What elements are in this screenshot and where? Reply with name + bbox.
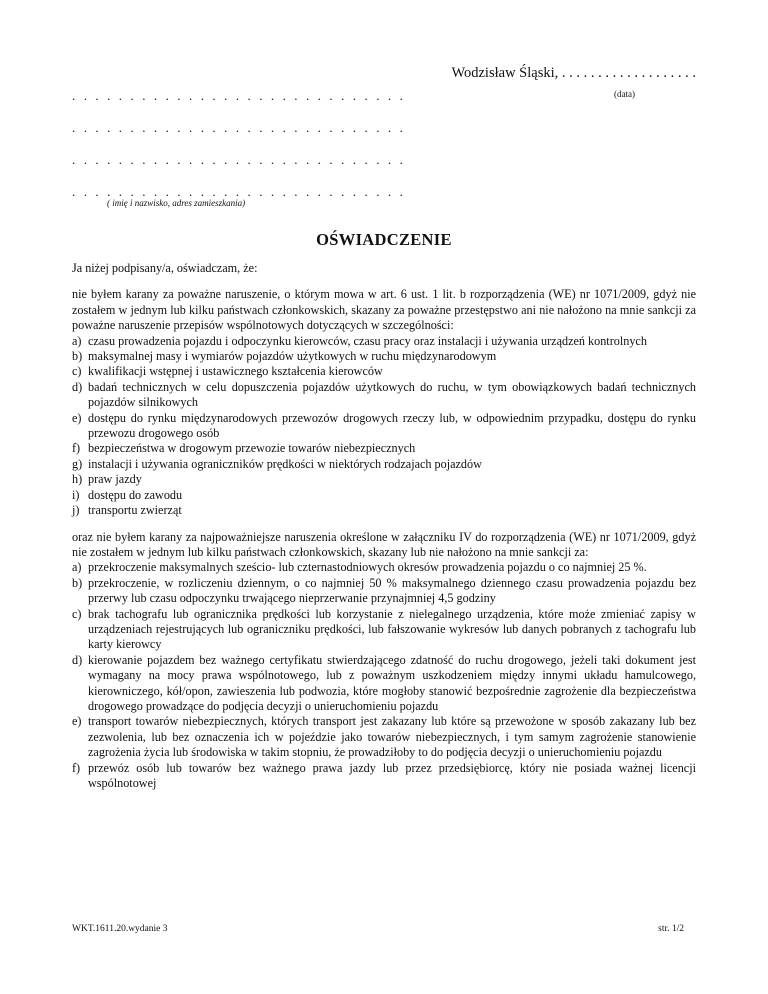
list-item	[72, 761, 696, 792]
section2-list	[72, 560, 696, 791]
list-item	[72, 472, 696, 487]
list-item	[72, 457, 696, 472]
list-item	[72, 503, 696, 518]
place-date-line	[451, 65, 696, 82]
list-item	[72, 349, 696, 364]
item-text: kierowanie pojazdem bez ważnego certyfikatu stwierdzającego zdatność do ruchu drogowego, jeżeli taki dokument jest wymagany na mocy prawa wspólnotowego, lub z poważnym uszkodzeniem między innymi układu hamulcowego, kierowniczego, kół/opon, zawieszenia lub podwozia, które mogłoby stanowić bezpośrednie zagrożenie dla bezpieczeństwa drogowego prowadzące do podjęcia decyzji o unieruchomieniu pojazdu	[88, 652, 696, 713]
list-item	[72, 380, 696, 411]
item-text: przewóz osób lub towarów bez ważnego prawa jazdy lub przez przedsiębiorcę, który nie posiada ważnej licencji wspólnotowej	[88, 760, 696, 790]
item-text: przekroczenie maksymalnych sześcio- lub czternastodniowych okresów prowadzenia pojazdu o co najmniej 25 %.	[88, 560, 647, 575]
item-marker: g)	[72, 456, 83, 471]
item-marker: j)	[72, 503, 80, 518]
applicant-line-2[interactable]: . . . . . . . . . . . . . . . . . . . . . . . . . . . . .	[72, 120, 406, 135]
list-item	[72, 560, 696, 575]
section1-list	[72, 334, 696, 519]
item-marker: c)	[72, 364, 82, 379]
item-text: kwalifikacji wstępnej i ustawicznego kształcenia kierowców	[88, 364, 383, 379]
item-marker: h)	[72, 472, 83, 487]
section-spacer	[72, 519, 696, 530]
list-item	[72, 714, 696, 760]
applicant-line-1[interactable]: . . . . . . . . . . . . . . . . . . . . . . . . . . . . .	[72, 88, 406, 103]
applicant-line-3[interactable]: . . . . . . . . . . . . . . . . . . . . . . . . . . . . .	[72, 152, 406, 167]
item-marker: c)	[72, 606, 82, 621]
page-number: str. 1/2	[658, 924, 684, 934]
list-item	[72, 334, 696, 349]
item-marker: d)	[72, 652, 83, 667]
item-text: badań technicznych w celu dopuszczenia pojazdów użytkowych do ruchu, w tym obowiązkowych badań technicznych pojazdów silnikowych	[88, 379, 696, 410]
item-marker: f)	[72, 760, 81, 775]
item-marker: b)	[72, 575, 83, 590]
date-field[interactable]: . . . . . . . . . . . . . . . . . . .	[561, 65, 696, 81]
list-item	[72, 364, 696, 379]
intro-statement: Ja niżej podpisany/a, oświadczam, że:	[72, 261, 258, 275]
item-text: dostępu do zawodu	[88, 487, 183, 502]
list-item	[72, 441, 696, 456]
item-text: dostępu do rynku międzynarodowych przewozów drogowych rzeczy lub, w odpowiednim przypadku, dostępu do rynku przewozu drogowego osób	[88, 410, 696, 441]
item-marker: e)	[72, 714, 82, 729]
item-marker: b)	[72, 349, 83, 364]
applicant-caption: ( imię i nazwisko, adres zamieszkania)	[107, 198, 246, 208]
item-text: praw jazdy	[88, 472, 142, 487]
item-marker: a)	[72, 333, 82, 348]
applicant-line-4[interactable]: . . . . . . . . . . . . . . . . . . . . . . . . . . . . .	[72, 184, 406, 199]
place-name: Wodzisław Śląski,	[451, 65, 559, 81]
list-item	[72, 576, 696, 607]
item-marker: a)	[72, 560, 82, 575]
list-item	[72, 653, 696, 715]
date-caption: (data)	[614, 89, 635, 99]
item-marker: d)	[72, 379, 83, 394]
item-text: maksymalnej masy i wymiarów pojazdów użytkowych w ruchu międzynarodowym	[88, 349, 497, 364]
item-marker: f)	[72, 441, 81, 456]
item-text: instalacji i używania ograniczników prędkości w niektórych rodzajach pojazdów	[88, 456, 482, 471]
list-item	[72, 607, 696, 653]
list-item	[72, 411, 696, 442]
document-body	[72, 261, 696, 791]
document-title: OŚWIADCZENIE	[316, 230, 452, 249]
item-text: czasu prowadzenia pojazdu i odpoczynku kierowców, czasu pracy oraz instalacji i używania urządzeń kontrolnych	[88, 333, 647, 348]
item-text: transportu zwierząt	[88, 503, 182, 518]
item-text: przekroczenie, w rozliczeniu dziennym, o co najmniej 50 % maksymalnego dziennego czasu prowadzenia pojazdu bez przerwy lub czasu odpoczynku trwającego nieprzerwanie przynajmniej 4,5 godziny	[88, 575, 696, 606]
item-marker: i)	[72, 487, 80, 502]
section2-text: oraz nie byłem karany za najpoważniejsze naruszenia określone w załączniku IV do rozporządzenia (WE) nr 1071/2009, gdyż nie zostałem w jednym lub kilku państwach członkowskich, skazany lub nie nałożono na mnie sankcji za:	[72, 529, 696, 559]
document-id: WKT.1611.20.wydanie 3	[72, 924, 168, 934]
item-text: transport towarów niebezpiecznych, których transport jest zakazany lub które są przewożone w sposób zakazany lub bez zezwolenia, lub bez oznaczenia ich w pojeździe jako towarów niebezpiecznych, i tym samym zagrożenie stanowienie zagrożenia życia lub środowiska w takim stopniu, że prowadziłoby to do podjęcia decyzji o unieruchomieniu pojazdu	[88, 714, 696, 760]
list-item	[72, 488, 696, 503]
item-marker: e)	[72, 410, 82, 425]
section1-text: nie byłem karany za poważne naruszenie, o którym mowa w art. 6 ust. 1 lit. b rozporządzenia (WE) nr 1071/2009, gdyż nie zostałem w jednym lub kilku państwach członkowskich, skazany za poważne przestępstwo ani nie nałożono na mnie sankcji za poważne naruszenie przepisów wspólnotowych dotyczących w szczególności:	[72, 287, 696, 333]
item-text: bezpieczeństwa w drogowym przewozie towarów niebezpiecznych	[88, 441, 416, 456]
item-text: brak tachografu lub ogranicznika prędkości lub korzystanie z nielegalnego urządzenia, które może zmieniać zapisy w urządzeniach rejestrujących lub ograniczniku prędkości, lub fałszowanie wykresów lub danych pobranych z tachografu lub karty kierowcy	[88, 606, 696, 652]
